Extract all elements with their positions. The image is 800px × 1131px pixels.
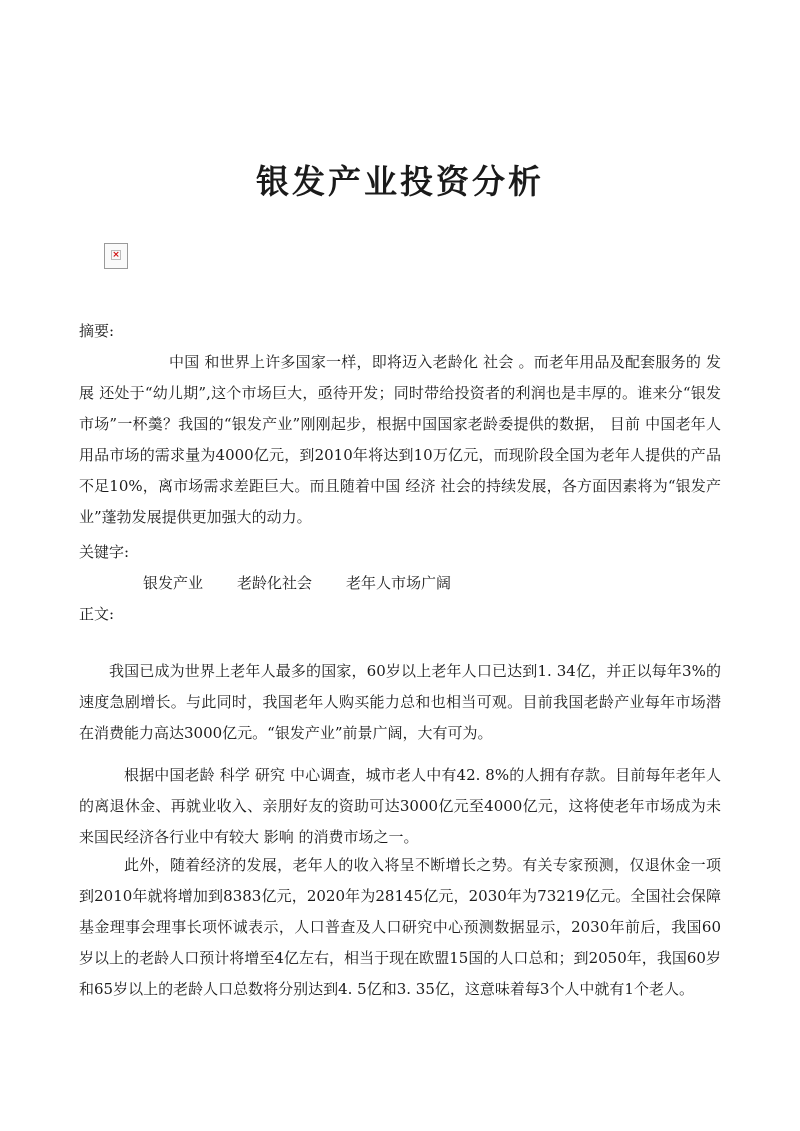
body-paragraph [79, 850, 721, 1005]
body-paragraph-text: 根据中国老龄 科学 研究 中心调查，城市老人中有42. 8%的人拥有存款。目前每年老年人的离退休金、再就业收入、亲朋好友的资助可达3000亿元至4000亿元，这将使老年市场成为未来国民经济各行业中有较大 影响 的消费市场之一。 [79, 766, 721, 846]
abstract-section [79, 347, 721, 533]
broken-image-icon [104, 243, 128, 269]
body-paragraph-text: 我国已成为世界上老年人最多的国家，60岁以上老年人口已达到1. 34亿，并正以每年3%的速度急剧增长。与此同时，我国老年人购买能力总和也相当可观。目前我国老龄产业每年市场潜在消费能力高达3000亿元。“银发产业”前景广阔，大有可为。 [79, 662, 721, 742]
keyword-item: 老年人市场广阔 [346, 574, 452, 592]
abstract-text: 中国 和世界上许多国家一样，即将迈入老龄化 社会 。而老年用品及配套服务的 发展 还处于“幼儿期”,这个市场巨大，亟待开发；同时带给投资者的利润也是丰厚的。谁来分“银发市场”一杯羹？我国的“银发产业”刚刚起步，根据中国国家老龄委提供的数据， 目前 中国老年人用品市场的需求量为4000亿元，到2010年将达到10万亿元，而现阶段全国为老年人提供的产品不足10%，离市场需求差距巨大。而且随着中国 经济 社会的持续发展，各方面因素将为“银发产业”蓬勃发展提供更加强大的动力。 [79, 353, 721, 526]
keywords-label: 关键字: [79, 543, 130, 561]
image-error-x-icon: × [112, 250, 120, 260]
body-paragraph [79, 760, 721, 853]
abstract-label: 摘要: [79, 322, 115, 340]
keywords-list [143, 568, 451, 599]
document-title: 银发产业投资分析 [256, 162, 544, 201]
keyword-item: 银发产业 [143, 574, 204, 592]
body-label: 正文: [79, 605, 115, 623]
keyword-item: 老龄化社会 [237, 574, 313, 592]
body-paragraph [79, 656, 721, 749]
body-paragraph-text: 此外，随着经济的发展，老年人的收入将呈不断增长之势。有关专家预测，仅退休金一项到2010年就将增加到8383亿元，2020年为28145亿元，2030年为73219亿元。全国社会保障基金理事会理事长项怀诚表示，人口普查及人口研究中心预测数据显示，2030年前后，我国60岁以上的老龄人口预计将增至4亿左右，相当于现在欧盟15国的人口总和；到2050年，我国60岁和65岁以上的老龄人口总数将分别达到4. 5亿和3. 35亿，这意味着每3个人中就有1个老人。 [79, 856, 721, 998]
